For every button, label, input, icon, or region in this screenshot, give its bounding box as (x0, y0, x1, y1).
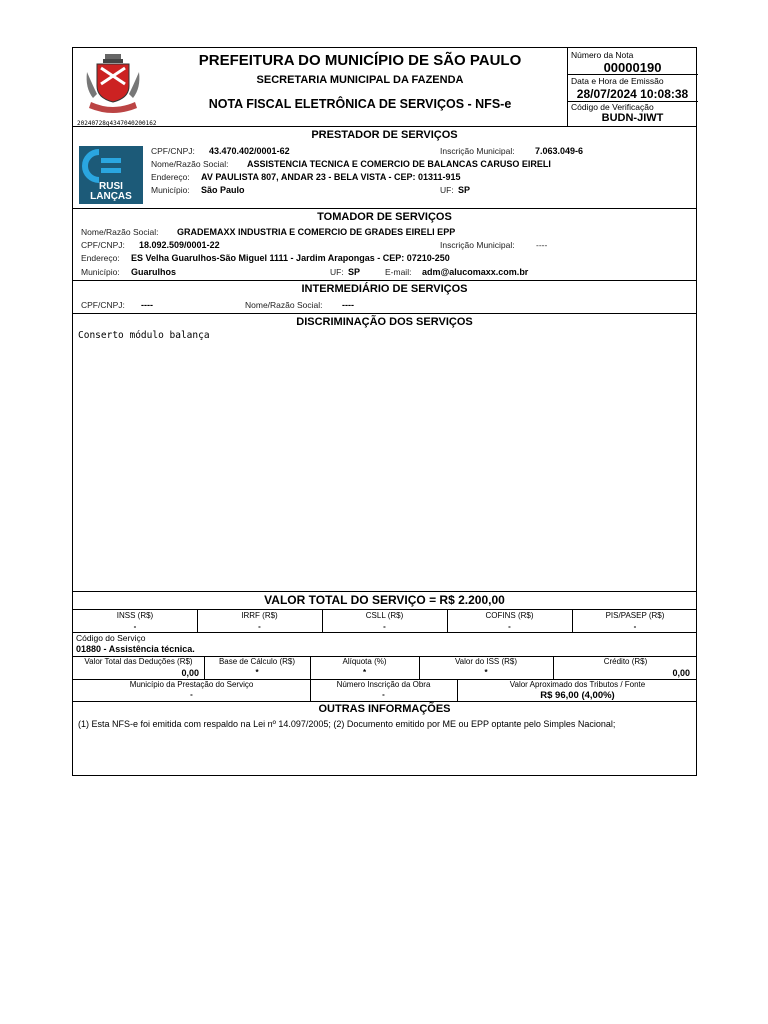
prestador-uf-label: UF: (440, 185, 454, 195)
municipio-prestacao-label: Município da Prestação do Serviço (129, 680, 254, 689)
discriminacao-title: DISCRIMINAÇÃO DOS SERVIÇOS (296, 316, 473, 328)
tomador-uf-value: SP (348, 267, 361, 277)
aliquota-value: * (362, 668, 367, 677)
prestador-nome-value: ASSISTENCIA TECNICA E COMERCIO DE BALANCAS CARUSO EIRELI (247, 159, 551, 169)
municipio-prestacao-value: - (190, 690, 193, 699)
tomador-im-value: ---- (536, 240, 548, 250)
prestador-endereco-label: Endereço: (151, 172, 190, 182)
tributo-inss-value: - (133, 622, 137, 631)
tomador-uf-label: UF: (330, 267, 344, 277)
tributo-csll-label: CSLL (R$) (365, 611, 404, 620)
intermediario-title: INTERMEDIÁRIO DE SERVIÇOS (301, 283, 468, 295)
codigo-servico-label: Código do Serviço (76, 633, 146, 643)
tributo-irrf-label: IRRF (R$) (241, 611, 278, 620)
prestador-cpf-value: 43.470.402/0001-62 (209, 146, 290, 156)
intermediario-nome-label: Nome/Razão Social: (245, 300, 323, 310)
deducoes-value: 0,00 (181, 668, 199, 678)
tomador-nome-value: GRADEMAXX INDUSTRIA E COMERCIO DE GRADES EIRELI EPP (177, 227, 456, 237)
codigo-verificacao-label: Código de Verificação (571, 102, 654, 112)
tributo-cofins-value: - (508, 622, 511, 631)
tomador-email-label: E-mail: (385, 267, 412, 277)
codigo-servico-value: 01880 - Assistência técnica. (76, 644, 195, 654)
tomador-email-value: adm@alucomaxx.com.br (422, 267, 529, 277)
tomador-title: TOMADOR DE SERVIÇOS (317, 211, 452, 223)
prestador-endereco-value: AV PAULISTA 807, ANDAR 23 - BELA VISTA - CEP: 01311-915 (201, 172, 461, 182)
tributo-csll-value: - (383, 622, 386, 631)
data-emissao-value: 28/07/2024 10:08:38 (576, 87, 689, 101)
prestador-im-value: 7.063.049-6 (535, 146, 584, 156)
tributo-pis-value: - (633, 622, 637, 631)
numero-label: Número da Nota (571, 50, 634, 60)
header-document-type: NOTA FISCAL ELETRÔNICA DE SERVIÇOS - NFS-e (208, 97, 512, 111)
aliquota-label: Alíquota (%) (342, 657, 387, 666)
prestador-logo (79, 146, 143, 204)
base-calculo-value: * (255, 668, 259, 677)
numero-value: 00000190 (603, 60, 662, 75)
prestador-cpf-label: CPF/CNPJ: (151, 146, 195, 156)
valor-iss-value: * (484, 668, 488, 677)
tributo-inss-label: INSS (R$) (116, 611, 154, 620)
barcode-text: 20240728g4347040200162 (77, 120, 157, 127)
prestador-uf-value: SP (458, 185, 471, 195)
prestador-logo-text: RUSI LANÇAS (90, 181, 132, 202)
inscricao-obra-label: Número Inscrição da Obra (336, 680, 431, 689)
data-emissao-label: Data e Hora de Emissão (571, 76, 664, 86)
tomador-endereco-label: Endereço: (81, 253, 120, 263)
tributo-irrf-value: - (258, 622, 261, 631)
tomador-nome-label: Nome/Razão Social: (81, 227, 159, 237)
discriminacao-text: Conserto módulo balança (78, 330, 210, 341)
tomador-endereco-value: ES Velha Guarulhos-São Miguel 1111 - Jardim Arapongas - CEP: 07210-250 (131, 253, 450, 263)
prestador-title: PRESTADOR DE SERVIÇOS (311, 129, 458, 141)
tomador-municipio-label: Município: (81, 267, 120, 277)
nfse-document (72, 47, 697, 776)
tributos-aproximados-label: Valor Aproximado dos Tributos / Fonte (509, 680, 646, 689)
credito-label: Crédito (R$) (603, 657, 648, 666)
tomador-im-label: Inscrição Municipal: (440, 240, 515, 250)
deducoes-label: Valor Total das Deduções (R$) (84, 657, 193, 666)
tributos-aproximados-value: R$ 96,00 (4,00%) (540, 690, 615, 701)
tomador-cpf-label: CPF/CNPJ: (81, 240, 125, 250)
inscricao-obra-value: - (382, 690, 385, 699)
prestador-municipio-label: Município: (151, 185, 190, 195)
intermediario-nome-value: ---- (342, 300, 354, 310)
header-title: PREFEITURA DO MUNICÍPIO DE SÃO PAULO (198, 52, 522, 69)
valor-iss-label: Valor do ISS (R$) (454, 657, 518, 666)
prestador-nome-label: Nome/Razão Social: (151, 159, 229, 169)
prestador-im-label: Inscrição Municipal: (440, 146, 515, 156)
header-subtitle: SECRETARIA MUNICIPAL DA FAZENDA (256, 74, 464, 86)
intermediario-cpf-value: ---- (141, 300, 153, 310)
city-coat-of-arms (83, 52, 143, 118)
tributo-cofins-label: COFINS (R$) (485, 611, 534, 620)
codigo-verificacao-value: BUDN-JIWT (601, 112, 664, 124)
outras-informacoes-title: OUTRAS INFORMAÇÕES (318, 703, 451, 715)
tributo-pis-label: PIS/PASEP (R$) (605, 611, 665, 620)
valor-total: VALOR TOTAL DO SERVIÇO = R$ 2.200,00 (264, 593, 505, 607)
outras-informacoes-text: (1) Esta NFS-e foi emitida com respaldo na Lei nº 14.097/2005; (2) Documento emitido por ME ou EPP optante pelo Simples Nacional; (78, 719, 616, 729)
prestador-municipio-value: São Paulo (201, 185, 245, 195)
tomador-cpf-value: 18.092.509/0001-22 (139, 240, 220, 250)
tomador-municipio-value: Guarulhos (131, 267, 177, 277)
credito-value: 0,00 (672, 668, 690, 678)
base-calculo-label: Base de Cálculo (R$) (218, 657, 296, 666)
intermediario-cpf-label: CPF/CNPJ: (81, 300, 125, 310)
